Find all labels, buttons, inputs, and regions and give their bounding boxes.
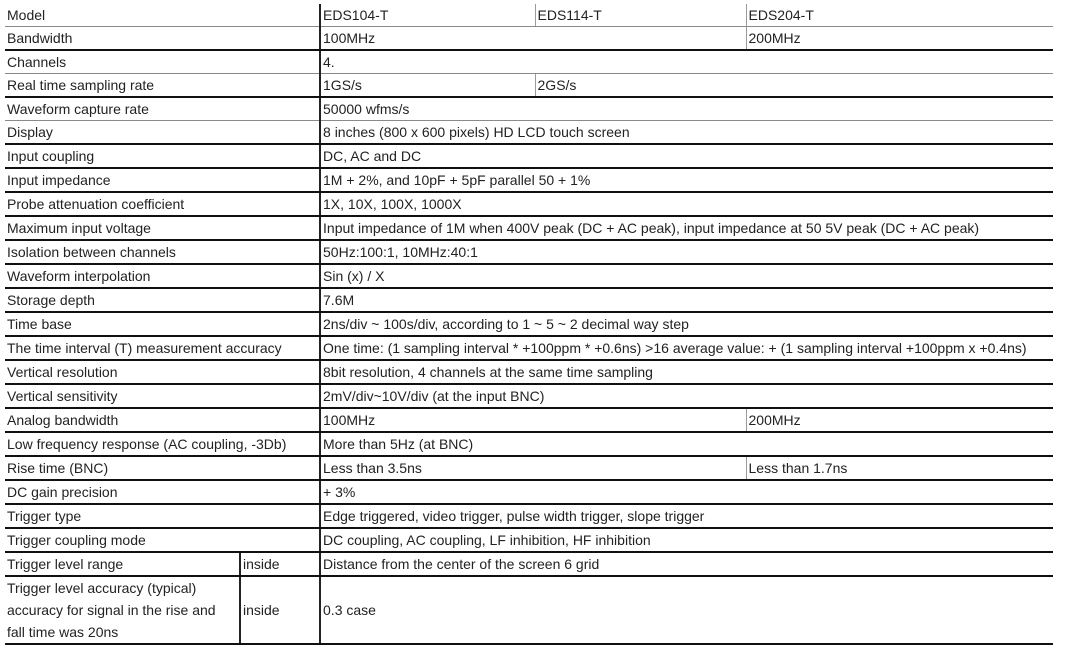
row-value: 200MHz bbox=[746, 27, 1053, 51]
row-label: Channels bbox=[5, 50, 320, 74]
row-value: One time: (1 sampling interval * +100ppm * +0.6ns) >16 average value: + (1 sampling interval +100ppm x +0.4ns) bbox=[320, 336, 1053, 360]
table-row bbox=[5, 264, 1053, 288]
row-value: 1X, 10X, 100X, 1000X bbox=[320, 192, 1053, 216]
row-value: + 3% bbox=[320, 480, 1053, 504]
row-value: Distance from the center of the screen 6 grid bbox=[320, 552, 1053, 576]
row-value: 100MHz bbox=[320, 27, 746, 51]
row-label: Input impedance bbox=[5, 168, 320, 192]
row-value: 1GS/s bbox=[320, 74, 535, 98]
row-value: 2ns/div ~ 100s/div, according to 1 ~ 5 ~ 2 decimal way step bbox=[320, 312, 1053, 336]
row-value: 100MHz bbox=[320, 408, 746, 432]
table-row bbox=[5, 576, 1053, 644]
row-sublabel: inside bbox=[240, 576, 320, 644]
row-sublabel: inside bbox=[240, 552, 320, 576]
table-row bbox=[5, 97, 1053, 121]
row-label: Probe attenuation coefficient bbox=[5, 192, 320, 216]
row-value: 7.6M bbox=[320, 288, 1053, 312]
row-value: Less than 1.7ns bbox=[746, 456, 1053, 480]
row-value: 8 inches (800 x 600 pixels) HD LCD touch screen bbox=[320, 121, 1053, 145]
row-value: Less than 3.5ns bbox=[320, 456, 746, 480]
row-label: Trigger level range bbox=[5, 552, 240, 576]
row-value: 2GS/s bbox=[535, 74, 1053, 98]
table-row bbox=[5, 74, 1053, 98]
table-row bbox=[5, 168, 1053, 192]
table-row bbox=[5, 240, 1053, 264]
row-value: Sin (x) / X bbox=[320, 264, 1053, 288]
row-label: Bandwidth bbox=[5, 27, 320, 51]
table-row bbox=[5, 336, 1053, 360]
table-row bbox=[5, 360, 1053, 384]
row-value: DC, AC and DC bbox=[320, 144, 1053, 168]
row-value: DC coupling, AC coupling, LF inhibition, HF inhibition bbox=[320, 528, 1053, 552]
row-value: 4. bbox=[320, 50, 1053, 74]
row-value: 200MHz bbox=[746, 408, 1053, 432]
row-value: 2mV/div~10V/div (at the input BNC) bbox=[320, 384, 1053, 408]
table-row bbox=[5, 144, 1053, 168]
row-label: Trigger type bbox=[5, 504, 320, 528]
row-value: Edge triggered, video trigger, pulse width trigger, slope trigger bbox=[320, 504, 1053, 528]
table-row bbox=[5, 528, 1053, 552]
row-label: Analog bandwidth bbox=[5, 408, 320, 432]
row-label: Vertical sensitivity bbox=[5, 384, 320, 408]
row-label: Display bbox=[5, 121, 320, 145]
row-label: Time base bbox=[5, 312, 320, 336]
row-label: DC gain precision bbox=[5, 480, 320, 504]
row-label: Storage depth bbox=[5, 288, 320, 312]
row-label: Low frequency response (AC coupling, -3Db) bbox=[5, 432, 320, 456]
row-label: Waveform capture rate bbox=[5, 97, 320, 121]
table-row bbox=[5, 312, 1053, 336]
spec-table bbox=[5, 4, 1053, 645]
table-row bbox=[5, 4, 1053, 27]
table-row bbox=[5, 192, 1053, 216]
row-label: Maximum input voltage bbox=[5, 216, 320, 240]
table-row bbox=[5, 480, 1053, 504]
row-label: Model bbox=[5, 4, 320, 27]
row-value: More than 5Hz (at BNC) bbox=[320, 432, 1053, 456]
row-value: 50Hz:100:1, 10MHz:40:1 bbox=[320, 240, 1053, 264]
row-value: 1M + 2%, and 10pF + 5pF parallel 50 + 1% bbox=[320, 168, 1053, 192]
row-value: 50000 wfms/s bbox=[320, 97, 1053, 121]
table-row bbox=[5, 432, 1053, 456]
table-row bbox=[5, 216, 1053, 240]
row-label: Waveform interpolation bbox=[5, 264, 320, 288]
row-value: EDS114-T bbox=[535, 4, 746, 27]
row-label: Rise time (BNC) bbox=[5, 456, 320, 480]
row-value: Input impedance of 1M when 400V peak (DC + AC peak), input impedance at 50 5V peak (DC + AC peak) bbox=[320, 216, 1053, 240]
row-label: The time interval (T) measurement accuracy bbox=[5, 336, 320, 360]
row-value: 8bit resolution, 4 channels at the same time sampling bbox=[320, 360, 1053, 384]
table-row bbox=[5, 50, 1053, 74]
row-label: Isolation between channels bbox=[5, 240, 320, 264]
table-row bbox=[5, 504, 1053, 528]
table-row bbox=[5, 288, 1053, 312]
table-row bbox=[5, 121, 1053, 145]
table-row bbox=[5, 384, 1053, 408]
row-label: Trigger coupling mode bbox=[5, 528, 320, 552]
row-label: Input coupling bbox=[5, 144, 320, 168]
row-label: Vertical resolution bbox=[5, 360, 320, 384]
table-row bbox=[5, 408, 1053, 432]
row-value: 0.3 case bbox=[320, 576, 1053, 644]
table-row bbox=[5, 552, 1053, 576]
row-value: EDS204-T bbox=[746, 4, 1053, 27]
row-label: Real time sampling rate bbox=[5, 74, 320, 98]
row-value: EDS104-T bbox=[320, 4, 535, 27]
row-label: Trigger level accuracy (typical) accuracy for signal in the rise and fall time was 20ns bbox=[5, 576, 240, 644]
table-row bbox=[5, 456, 1053, 480]
table-row bbox=[5, 27, 1053, 51]
